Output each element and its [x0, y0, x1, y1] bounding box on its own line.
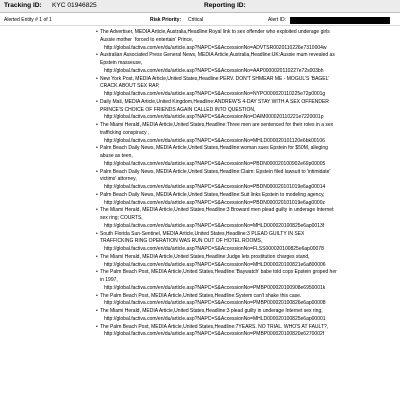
article-headline: The Miami Herald, MEDIA Article,United States,Headline:Three men are sentenced for their roles in a sex [100, 122, 334, 128]
article-headline-continued: Aussie mother `forced to entertain' Prince, [100, 36, 194, 43]
list-item [96, 99, 398, 122]
article-link[interactable]: http://global.factiva.com/en/du/article.asp?NAPC=S&AccessionNo=AAP0000020110227e72s003bh [104, 67, 324, 74]
article-link[interactable]: http://global.factiva.com/en/du/article.asp?NAPC=S&AccessionNo=MHLD000020100825e6ap0013f [104, 222, 325, 229]
alert-id-label: Alert ID: [268, 17, 287, 23]
tracking-id-value: KYC 01946825 [52, 2, 97, 9]
list-item [96, 145, 398, 168]
bullet-icon: • [96, 269, 98, 276]
article-link[interactable]: http://global.factiva.com/en/du/article.asp?NAPC=S&AccessionNo=MHLD000020100821e6a800006 [104, 261, 326, 268]
bullet-icon: • [96, 253, 98, 260]
bullet-icon: • [96, 75, 98, 82]
reporting-id-label: Reporting ID: [204, 2, 246, 9]
article-headline-continued: victims' attorney, [100, 176, 137, 183]
list-item [96, 254, 398, 270]
list-item [96, 324, 398, 340]
bullet-icon: • [96, 292, 98, 299]
article-headline-continued: Epstein masseuse, [100, 60, 143, 66]
article-headline: The Miami Herald, MEDIA Article,United States,Headline:3 Broward men plead guilty in underage Internet [100, 207, 334, 214]
bullet-icon: • [96, 323, 98, 330]
article-link[interactable]: http://global.factiva.com/en/du/article.asp?NAPC=S&AccessionNo=NYPO000020110225e72p0001g [104, 91, 326, 97]
bullet-icon: • [96, 52, 98, 59]
alerted-entity-count: Alerted Entity # 1 of 1 [4, 17, 52, 23]
list-item [96, 207, 398, 230]
bullet-icon: • [96, 122, 98, 128]
list-item [96, 231, 398, 254]
article-headline: Palm Beach Daily News, MEDIA Article,United States,Headline:Suit links Epstein to modeling agency, [100, 191, 325, 198]
article-headline: The Palm Beach Post, MEDIA Article,United States,Headline:7YEARS. NO TRIAL. WHO'S AT FAULT?, [100, 323, 329, 330]
article-headline: Australian Associated Press General News, MEDIA Article,Australia,Headline:UK:Aussie mum revealed as [100, 52, 335, 59]
article-headline-continued: PRINCE'S CHOICE OF FRIENDS AGAIN CALLED INTO QUESTION, [100, 106, 256, 113]
article-headline-continued: sex ring; COURTS, [100, 215, 143, 221]
article-headline-continued: abuse as teen, [100, 153, 133, 159]
article-headline: Palm Beach Daily News, MEDIA Article,United States,Headline:Claim: Epstein filed lawsuit to 'intimidate' [100, 168, 331, 175]
article-link[interactable]: http://global.factiva.com/en/du/article.asp?NAPC=S&AccessionNo=PMBP000020100820e6270002f [104, 331, 325, 338]
tracking-id-label: Tracking ID: [4, 2, 42, 9]
bullet-icon: • [96, 191, 98, 198]
list-item [96, 269, 398, 292]
bullet-icon: • [96, 207, 98, 214]
article-headline: Daily Mail, MEDIA Article,United Kingdom,Headline:ANDREW'S 4-DAY STAY WITH A SEX OFFENDER [100, 98, 329, 105]
bullet-icon: • [96, 230, 98, 237]
article-headline-continued: trafficking conspiracy , [100, 129, 150, 136]
list-item [96, 76, 398, 99]
article-link[interactable]: http://global.factiva.com/en/du/article.asp?NAPC=S&AccessionNo=PBDN000020100902e69p00005 [104, 160, 326, 167]
media-article-list [96, 29, 398, 339]
article-headline: Palm Beach Daily News, MEDIA Article,United States,Headline:woman sues Epstein for $50M, alleging [100, 145, 328, 152]
list-item [96, 308, 398, 324]
list-item [96, 192, 398, 208]
article-link[interactable]: http://global.factiva.com/en/du/article.asp?NAPC=S&AccessionNo=MHLD000020100825e6ap00001 [104, 315, 326, 322]
article-link[interactable]: http://global.factiva.com/en/du/article.asp?NAPC=S&AccessionNo=PMBP000020100908e6950001k [104, 284, 326, 291]
list-item [96, 52, 398, 75]
article-headline: The Miami Herald, MEDIA Article,United States,Headline:3 plead guilty in underage Internet sex ring, [100, 308, 323, 314]
list-item [96, 293, 398, 309]
article-headline-continued: CRACK ABOUT SEX RAP, [100, 83, 160, 90]
article-link[interactable]: http://global.factiva.com/en/du/article.asp?NAPC=S&AccessionNo=PMBP000020100826e6ap00008 [104, 300, 326, 307]
article-link[interactable]: http://global.factiva.com/en/du/article.asp?NAPC=S&AccessionNo=FLSS000020100825e6ap00078 [104, 246, 324, 252]
risk-priority-value: Critical [188, 17, 204, 23]
article-link[interactable]: http://global.factiva.com/en/du/article.asp?NAPC=S&AccessionNo=PBDN000020101019e6ag0000z [104, 199, 325, 206]
bullet-icon: • [96, 98, 98, 105]
bullet-icon: • [96, 145, 98, 152]
bullet-icon: • [96, 29, 98, 35]
article-headline: The Palm Beach Post, MEDIA Article,United States,Headline:'Baywatch' babe told cops Epstein groped her [100, 269, 337, 276]
article-link[interactable]: http://global.factiva.com/en/du/article.asp?NAPC=S&AccessionNo=ADVTSR0020110226e7310004w [104, 44, 327, 51]
bullet-icon: • [96, 308, 98, 314]
article-headline: South Florida Sun-Sentinel, MEDIA Article,United States,Headline:3 PLEAD GUILTY IN SEX [100, 230, 305, 237]
header-bar [0, 0, 400, 13]
article-headline-continued: in 1997, [100, 277, 118, 283]
article-link[interactable]: http://global.factiva.com/en/du/article.asp?NAPC=S&AccessionNo=MHLD000020101120e6bk00106 [104, 137, 325, 144]
risk-priority-label: Risk Priority: [150, 17, 182, 23]
article-headline: The Miami Herald, MEDIA Article,United States,Headline:Judge lets prostitution charges stand, [100, 253, 310, 260]
redacted-alert-id [290, 17, 390, 24]
list-item [96, 29, 398, 52]
article-headline: The Palm Beach Post, MEDIA Article,United States,Headline:System can't shake this case. [100, 292, 302, 299]
article-link[interactable]: http://global.factiva.com/en/du/article.asp?NAPC=S&AccessionNo=PBDN000020101019e6ag00014 [104, 184, 326, 190]
article-headline: The Advertiser, MEDIA Article,Australia,Headline:Royal link to sex offender who exploited underage girls [100, 29, 330, 35]
list-item [96, 122, 398, 145]
article-link[interactable]: http://global.factiva.com/en/du/article.asp?NAPC=S&AccessionNo=DAIM000020110221e7220001p [104, 114, 324, 121]
article-headline-continued: TRAFFICKING RING OPERATION WAS RUN OUT OF HOTEL ROOMS, [100, 238, 263, 245]
article-headline: New York Post, MEDIA Article,United States,Headline:PERV. DON'T SHMEAR ME - MOGUL'S 'BAGEL' [100, 75, 330, 82]
list-item [96, 169, 398, 192]
bullet-icon: • [96, 168, 98, 175]
